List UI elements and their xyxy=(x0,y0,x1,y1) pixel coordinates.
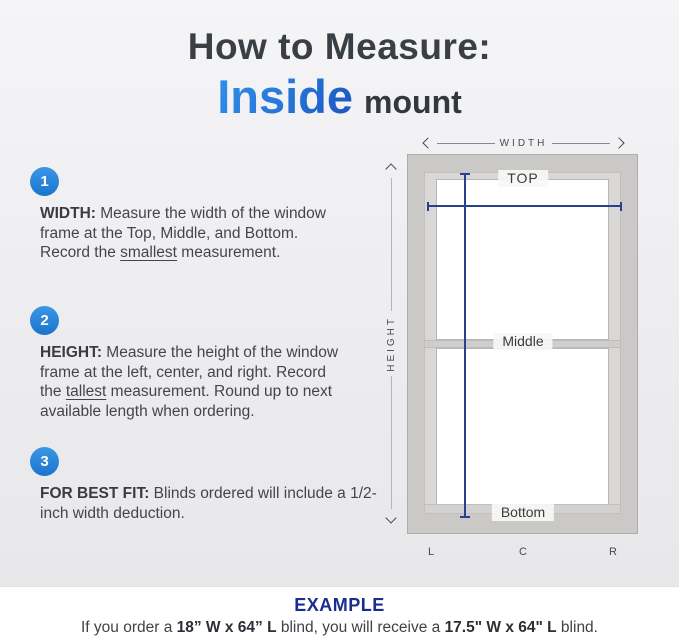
right-arrowhead-icon xyxy=(613,137,624,148)
example-middle: blind, you will receive a xyxy=(276,619,445,636)
label-top: TOP xyxy=(498,170,548,187)
step-width-underlined-word: smallest xyxy=(120,244,177,261)
label-center: C xyxy=(519,546,528,558)
arrow-line xyxy=(552,143,610,144)
step-best-fit-lead: FOR BEST FIT: xyxy=(40,485,150,502)
subtitle-rest: mount xyxy=(364,84,462,120)
width-measure-line xyxy=(427,205,622,207)
example-received-size: 17.5" W x 64" L xyxy=(444,619,557,636)
example-suffix: blind. xyxy=(556,619,598,636)
step-number-badge: 1 xyxy=(30,167,59,196)
step-height-tail: measurement. Round up to next available length when ordering. xyxy=(40,383,333,420)
arrow-line xyxy=(437,143,495,144)
subtitle-accent: Inside xyxy=(217,70,354,123)
step-number-badge: 2 xyxy=(30,306,59,335)
step-height-body: Measure the height of the window frame at the left, center, and right. Record the xyxy=(40,344,339,400)
width-dimension-arrow xyxy=(424,137,623,149)
step-best-fit-body: Blinds ordered will include a 1/2-inch width deduction. xyxy=(40,485,377,522)
label-middle: Middle xyxy=(493,333,552,350)
step-height-lead: HEIGHT: xyxy=(40,344,102,361)
label-left: L xyxy=(428,546,436,558)
example-footer xyxy=(0,586,679,642)
example-sentence xyxy=(0,619,679,637)
example-heading: EXAMPLE xyxy=(294,595,385,615)
width-arrow-label: WIDTH xyxy=(499,137,548,149)
step-width-body: Measure the width of the window frame at the Top, Middle, and Bottom. Record the xyxy=(40,205,326,261)
example-prefix: If you order a xyxy=(80,619,177,636)
down-arrowhead-icon xyxy=(385,512,396,523)
arrow-line xyxy=(391,178,392,311)
step-height-underlined-word: tallest xyxy=(65,383,107,400)
left-arrowhead-icon xyxy=(422,137,433,148)
step-number-badge: 3 xyxy=(30,447,59,476)
step-width-tail: measurement. xyxy=(177,244,281,261)
height-measure-line xyxy=(464,173,466,518)
height-dimension-arrow xyxy=(385,165,397,522)
page-title: How to Measure: xyxy=(187,26,492,67)
window-pane-top xyxy=(436,179,609,340)
up-arrowhead-icon xyxy=(385,163,396,174)
label-bottom: Bottom xyxy=(492,504,554,521)
arrow-line xyxy=(391,376,392,509)
label-right: R xyxy=(609,546,618,558)
window-pane-bottom xyxy=(436,348,609,508)
height-arrow-label: HEIGHT xyxy=(385,315,397,372)
example-ordered-size: 18” W x 64” L xyxy=(176,619,277,636)
step-width-lead: WIDTH: xyxy=(40,205,96,222)
